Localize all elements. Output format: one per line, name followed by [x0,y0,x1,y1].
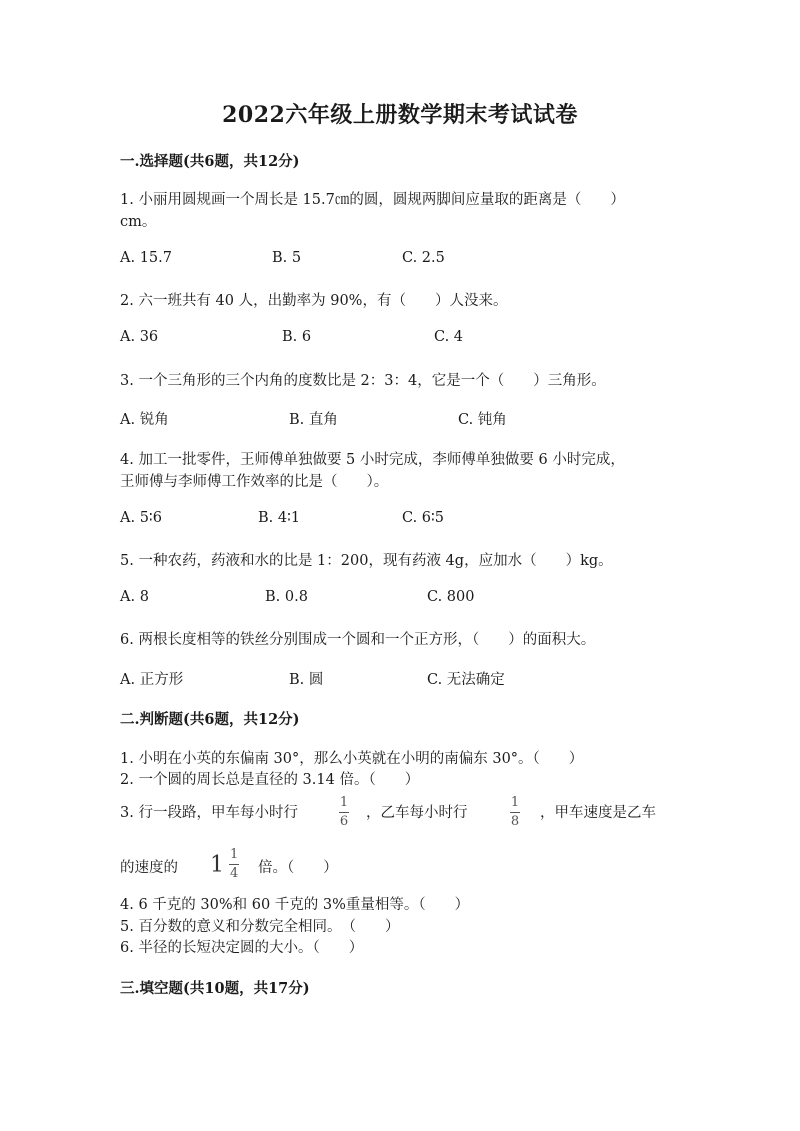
question-2: 2. 六一班共有 40 人，出勤率为 90%，有（ ）人没来。 [120,293,508,309]
option-a: A. 36 [120,329,159,345]
mixed-number: 1 $\frac{1}{4}$ [210,847,239,882]
tf-question-3: 3. 行一段路，甲车每小时行 [120,805,298,821]
tf-question-3-part2: ，乙车每小时行 [366,805,468,821]
fraction-one-eighth: $\frac{1}{8}$ [510,795,520,830]
question-1: 1. 小丽用圆规画一个周长是 15.7㎝的圆，圆规两脚间应量取的距离是（ ） [120,192,625,208]
tf-question-5: 5. 百分数的意义和分数完全相同。 （ ） [120,919,400,935]
option-c: C. 钝角 [458,412,507,428]
tf-question-3-part4: 的速度的 [120,860,178,876]
question-1-continued: cm。 [120,214,157,230]
section-heading-true-false: 二.判断题(共6题，共12分) [120,711,300,728]
tf-question-3-part5: 倍。（ ） [258,860,338,876]
option-c: C. 800 [427,589,475,605]
option-a: A. 5∶6 [120,510,162,526]
option-b: B. 圆 [289,672,324,688]
section-heading-choice: 一.选择题(共6题，共12分) [120,153,300,170]
tf-question-4: 4. 6 千克的 30%和 60 千克的 3%重量相等。（ ） [120,897,470,913]
option-b: B. 直角 [289,412,338,428]
tf-question-3-part3: ，甲车速度是乙车 [540,805,656,821]
tf-question-6: 6. 半径的长短决定圆的大小。（ ） [120,940,364,956]
question-5: 5. 一种农药，药液和水的比是 1：200，现有药液 4g，应加水（ ）kg。 [120,553,613,569]
page-title: 2022六年级上册数学期末考试试卷 [222,102,578,128]
question-4-continued: 王师傅与李师傅工作效率的比是（ ）。 [120,474,389,490]
option-c: C. 6∶5 [402,510,445,526]
option-c: C. 无法确定 [427,672,505,688]
option-a: A. 正方形 [120,672,184,688]
section-heading-fill-blank: 三.填空题(共10题，共17分) [120,980,310,997]
option-b: B. 6 [282,329,312,345]
fraction-one-sixth: $\frac{1}{6}$ [339,795,349,830]
question-3: 3. 一个三角形的三个内角的度数比是 2：3：4，它是一个（ ）三角形。 [120,373,606,389]
option-a: A. 8 [120,589,149,605]
option-c: C. 2.5 [402,250,445,266]
option-b: B. 4∶1 [258,510,301,526]
tf-question-1: 1. 小明在小英的东偏南 30°，那么小英就在小明的南偏东 30°。（ ） [120,751,584,767]
option-b: B. 5 [272,250,302,266]
option-a: A. 锐角 [120,412,169,428]
question-4: 4. 加工一批零件，王师傅单独做要 5 小时完成，李师傅单独做要 6 小时完成， [120,452,625,468]
tf-question-2: 2. 一个圆的周长总是直径的 3.14 倍。（ ） [120,772,420,788]
option-a: A. 15.7 [120,250,172,266]
question-6: 6. 两根长度相等的铁丝分别围成一个圆和一个正方形，（ ）的面积大。 [120,632,596,648]
option-c: C. 4 [434,329,464,345]
option-b: B. 0.8 [265,589,308,605]
